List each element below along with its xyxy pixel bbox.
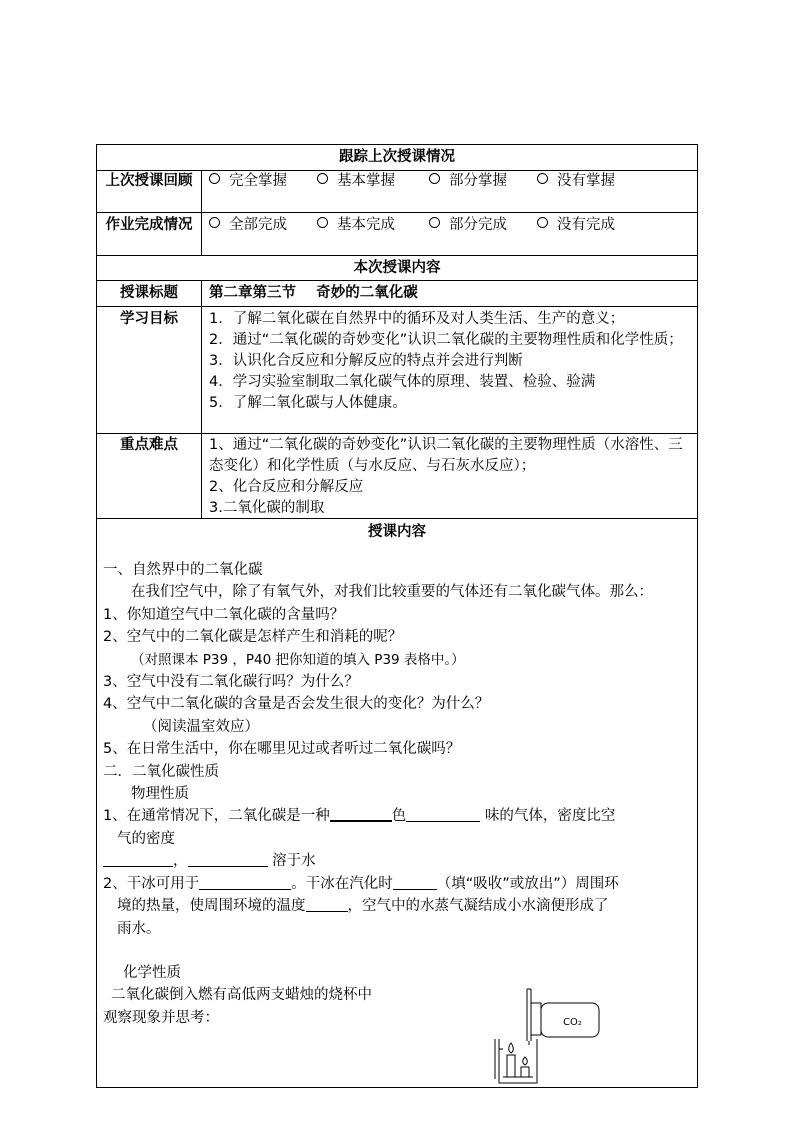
fill-blank[interactable] — [330, 806, 392, 822]
goal-item: 5．了解二氧化碳与人体健康。 — [209, 395, 407, 411]
review-option[interactable]: 基本掌握 — [317, 171, 395, 192]
radio-circle-icon — [537, 217, 548, 228]
keypoint-item: 1、通过“二氧化碳的奇妙变化”认识二氧化碳的主要物理性质（水溶性、三态变化）和化学性质（与水反应、与石灰水反应）； — [209, 437, 683, 474]
chemical-line1: 二氧化碳倒入燃有高低两支蜡烛的烧杯中 — [111, 987, 372, 1004]
content-body — [103, 559, 691, 1029]
homework-options — [202, 213, 697, 255]
beaker-icon — [495, 1039, 537, 1083]
fill-blank[interactable] — [406, 807, 480, 822]
goal-item: 4．学习实验室制取二氧化碳气体的原理、装置、检验、验满 — [209, 374, 596, 390]
section2-title: 本次授课内容 — [353, 260, 441, 276]
co2-candle-diagram — [493, 983, 609, 1085]
question-5: 5、在日常生活中，你在哪里见过或者听过二氧化碳吗？ — [103, 741, 461, 758]
goal-item: 1．了解二氧化碳在自然界中的循环及对人类生活、生产的意义； — [209, 311, 625, 327]
physical-heading: 物理性质 — [131, 786, 189, 803]
topic-value: 第二章第三节 奇妙的二氧化碳 — [209, 285, 418, 301]
question-3: 3、空气中没有二氧化碳行吗？为什么？ — [103, 674, 359, 691]
header-row — [97, 145, 697, 171]
radio-circle-icon — [209, 173, 220, 184]
topic-row — [97, 281, 697, 307]
homework-option[interactable]: 部分完成 — [429, 215, 507, 236]
question-2-note: （对照课本 P39 ，P40 把你知道的填入 P39 表格中。） — [131, 651, 465, 668]
chemical-heading: 化学性质 — [123, 964, 181, 981]
review-option[interactable]: 完全掌握 — [209, 171, 287, 192]
question-4-note: （阅读温室效应） — [143, 718, 259, 735]
question-1: 1、你知道空气中二氧化碳的含量吗？ — [103, 606, 345, 623]
homework-option[interactable]: 没有完成 — [537, 215, 615, 236]
goals-row — [97, 307, 697, 434]
homework-option[interactable]: 基本完成 — [317, 215, 395, 236]
header-title: 跟踪上次授课情况 — [339, 149, 455, 165]
keypoint-item: 2、化合反应和分解反应 — [209, 479, 364, 495]
topic-label: 授课标题 — [97, 281, 202, 306]
review-options — [202, 171, 697, 212]
content-title: 授课内容 — [368, 524, 426, 540]
review-label: 上次授课回顾 — [97, 171, 202, 212]
section1-heading: 一、自然界中的二氧化碳 — [103, 562, 263, 578]
keypoints-list — [202, 434, 697, 518]
chemical-line2: 观察现象并思考： — [103, 1009, 219, 1026]
keypoints-label: 重点难点 — [97, 434, 202, 518]
radio-circle-icon — [537, 173, 548, 184]
review-option[interactable]: 部分掌握 — [429, 171, 507, 192]
fill-blank[interactable] — [188, 852, 268, 867]
physical-q1-line3: ， 溶于水 — [103, 850, 691, 872]
question-2: 2、空气中的二氧化碳是怎样产生和消耗的呢？ — [103, 629, 403, 646]
homework-label: 作业完成情况 — [97, 213, 202, 255]
co2-label: CO₂ — [563, 1017, 582, 1028]
section2-heading: 二．二氧化碳性质 — [103, 763, 219, 780]
goal-item: 3．认识化合反应和分解反应的特点并会进行判断 — [209, 353, 523, 369]
homework-option[interactable]: 全部完成 — [209, 215, 287, 236]
radio-circle-icon — [429, 217, 440, 228]
lesson-sheet — [96, 144, 698, 1088]
physical-q2-line2: 境的热量，使周围环境的温度 ，空气中的水蒸气凝结成小水滴便形成了 — [117, 898, 609, 915]
radio-circle-icon — [317, 173, 328, 184]
section-title-row — [97, 256, 697, 281]
physical-q1-line2: 气的密度 — [117, 830, 175, 847]
fill-blank[interactable] — [103, 852, 173, 867]
fill-blank[interactable] — [199, 875, 291, 890]
intro-text: 在我们空气中，除了有氧气外，对我们比较重要的气体还有二氧化碳气体。那么： — [131, 584, 653, 601]
radio-circle-icon — [429, 173, 440, 184]
keypoint-item: 3.二氧化碳的制取 — [209, 500, 325, 516]
physical-q1-line1: 1、在通常情况下，二氧化碳是一种 色 味的气体，密度比空 — [103, 808, 616, 825]
physical-q2-line1: 2、干冰可用于 。干冰在汽化时 （填“吸收”或放出”）周围环 — [103, 875, 619, 892]
physical-q2-line3: 雨水。 — [117, 920, 161, 937]
goals-list — [202, 307, 697, 433]
review-row — [97, 171, 697, 213]
fill-blank[interactable] — [393, 875, 437, 890]
candle-icon — [503, 1043, 533, 1077]
radio-circle-icon — [209, 217, 220, 228]
review-option[interactable]: 没有掌握 — [537, 171, 615, 192]
homework-row — [97, 213, 697, 256]
radio-circle-icon — [317, 217, 328, 228]
goals-label: 学习目标 — [97, 307, 202, 433]
keypoints-row — [97, 434, 697, 519]
question-4: 4、空气中二氧化碳的含量是否会发生很大的变化？为什么？ — [103, 696, 490, 713]
goal-item: 2．通过“二氧化碳的奇妙变化”认识二氧化碳的主要物理性质和化学性质； — [209, 332, 683, 348]
fill-blank[interactable] — [306, 897, 348, 912]
